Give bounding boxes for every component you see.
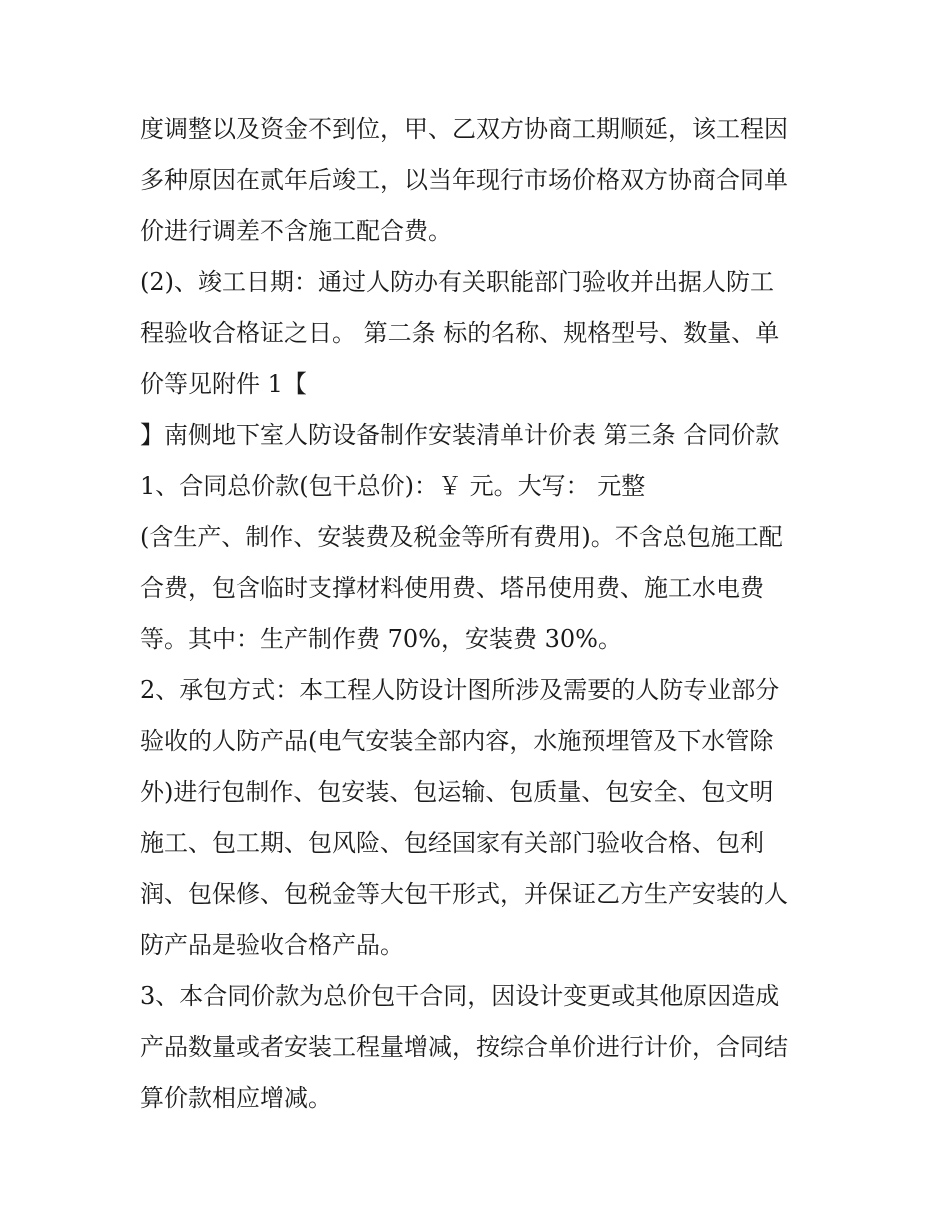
text-line: 产品数量或者安装工程量增减，按综合单价进行计价，合同结 — [140, 1033, 788, 1061]
document-body — [140, 104, 820, 1124]
text-line: 2、承包方式：本工程人防设计图所涉及需要的人防专业部分 — [140, 676, 780, 704]
text-line: 1、合同总价款(包干总价)：￥ 元。大写： 元整 — [140, 472, 646, 500]
text-line: 算价款相应增减。 — [140, 1084, 332, 1112]
text-line: 润、包保修、包税金等大包干形式，并保证乙方生产安装的人 — [140, 880, 788, 908]
text-line: 】南侧地下室人防设备制作安装清单计价表 第三条 合同价款 — [140, 421, 780, 449]
text-line: 等。其中：生产制作费 70%，安装费 30%。 — [140, 625, 622, 653]
text-line: (2)、竣工日期：通过人防办有关职能部门验收并出据人防工 — [140, 268, 774, 296]
text-line: 多种原因在贰年后竣工，以当年现行市场价格双方协商合同单 — [140, 166, 788, 194]
text-line: 价等见附件 1【 — [140, 370, 307, 398]
text-line: 防产品是验收合格产品。 — [140, 931, 404, 959]
text-line: 施工、包工期、包风险、包经国家有关部门验收合格、包利 — [140, 829, 764, 857]
text-line: 程验收合格证之日。 第二条 标的名称、规格型号、数量、单 — [140, 319, 780, 347]
text-line: 合费，包含临时支撑材料使用费、塔吊使用费、施工水电费 — [140, 574, 764, 602]
text-line: 度调整以及资金不到位，甲、乙双方协商工期顺延，该工程因 — [140, 115, 788, 143]
text-line: 价进行调差不含施工配合费。 — [140, 217, 452, 245]
text-line: 外)进行包制作、包安装、包运输、包质量、包安全、包文明 — [140, 778, 774, 806]
text-line: 验收的人防产品(电气安装全部内容，水施预埋管及下水管除 — [140, 727, 774, 755]
text-line: (含生产、制作、安装费及税金等所有费用)。不含总包施工配 — [140, 523, 783, 551]
text-line: 3、本合同价款为总价包干合同，因设计变更或其他原因造成 — [140, 982, 780, 1010]
